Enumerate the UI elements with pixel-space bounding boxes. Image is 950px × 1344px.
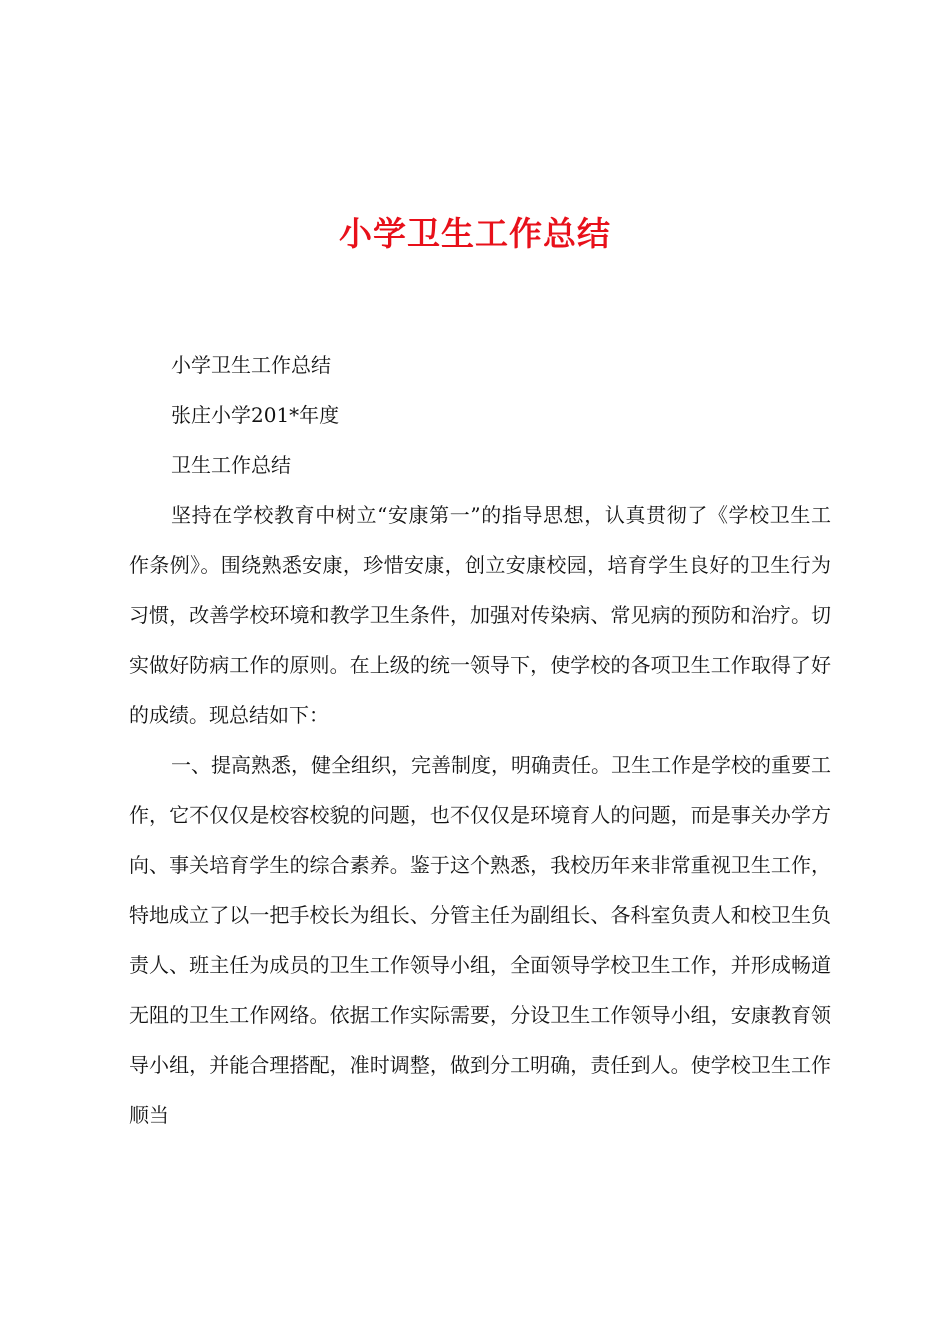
document-title: 小学卫生工作总结 [339,214,611,253]
paragraph-intro: 坚持在学校教育中树立“安康第一”的指导思想，认真贯彻了《学校卫生工作条例》。围绕熟悉安康，珍惜安康，创立安康校园，培育学生良好的卫生行为习惯，改善学校环境和教学卫生条件，加强对传染病、常见病的预防和治疗。切实做好防病工作的原则。在上级的统一领导下，使学校的各项卫生工作取得了好的成绩。现总结如下： [129,503,831,727]
header-line-title: 小学卫生工作总结 [171,353,331,377]
header-line-school-year: 张庄小学201*年度 [171,403,340,427]
document-body [129,340,831,1140]
header-line-subtitle: 卫生工作总结 [171,453,291,477]
paragraph-section-one: 一、提高熟悉，健全组织，完善制度，明确责任。卫生工作是学校的重要工作，它不仅仅是校容校貌的问题，也不仅仅是环境育人的问题，而是事关办学方向、事关培育学生的综合素养。鉴于这个熟悉，我校历年来非常重视卫生工作，特地成立了以一把手校长为组长、分管主任为副组长、各科室负责人和校卫生负责人、班主任为成员的卫生工作领导小组，全面领导学校卫生工作，并形成畅道无阻的卫生工作网络。依据工作实际需要，分设卫生工作领导小组，安康教育领导小组，并能合理搭配，准时调整，做到分工明确，责任到人。使学校卫生工作顺当 [129,753,831,1127]
